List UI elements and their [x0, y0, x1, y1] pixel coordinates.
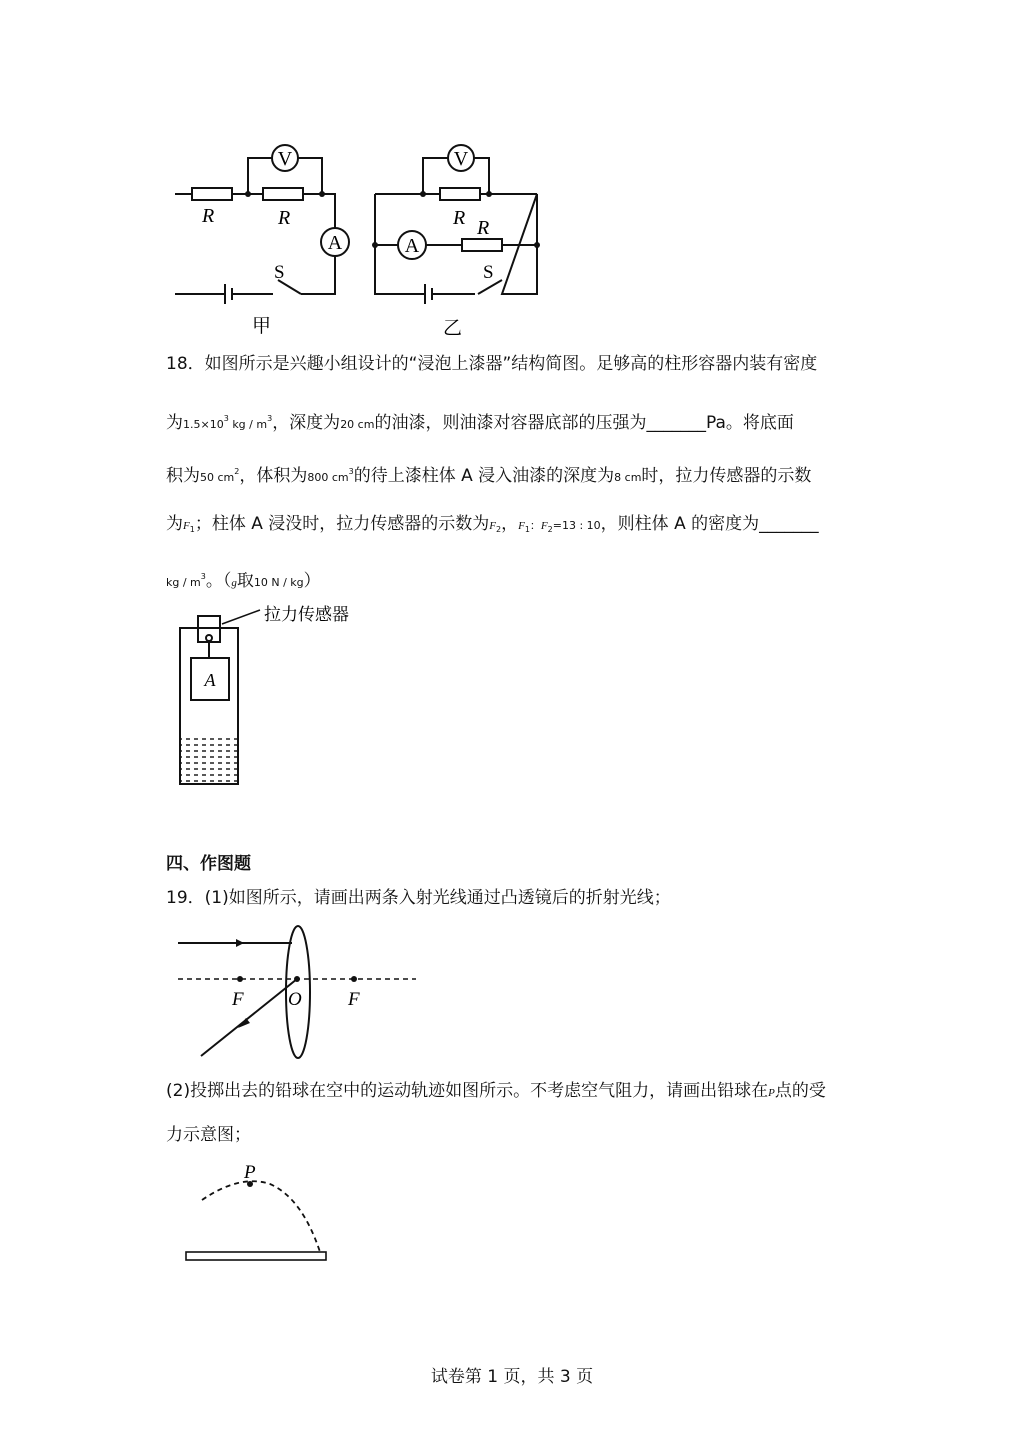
- voltmeter-label: V: [453, 148, 469, 170]
- q18-line-1: 18．如图所示是兴趣小组设计的“浸泡上漆器”结构简图。足够高的柱形容器内装有密度: [166, 354, 818, 374]
- sensor-label: 拉力传感器: [264, 605, 349, 624]
- block-label: A: [204, 670, 216, 690]
- resistor-label-1: R: [202, 205, 215, 227]
- q18-line-5: kg / $m^3$。（g取10 N / kg）: [166, 571, 321, 591]
- switch-label: S: [274, 262, 285, 283]
- resistor-label-1: R: [453, 207, 466, 229]
- circuit-diagram-jia: [160, 140, 360, 340]
- page-footer: 试卷第 1 页，共 3 页: [430, 1367, 594, 1387]
- optical-center-label: O: [288, 989, 302, 1010]
- circuit-caption: 乙: [443, 318, 463, 339]
- ammeter-label: A: [327, 232, 343, 254]
- q19-line-3: 力示意图；: [166, 1125, 251, 1145]
- switch-label: S: [483, 262, 494, 283]
- point-p-label: P: [244, 1162, 256, 1183]
- circuit-caption: 甲: [252, 316, 272, 337]
- focus-label-left: F: [232, 989, 244, 1010]
- resistor-label-2: R: [278, 207, 291, 229]
- focus-label-right: F: [348, 989, 360, 1010]
- paint-container-figure: [170, 598, 349, 790]
- q18-line-3: 积为50 $cm^2$，体积为800 $cm^3$的待上漆柱体 A 浸入油漆的深度为8 cm时，拉力传感器的示数: [166, 466, 812, 486]
- shot-put-trajectory-figure: [180, 1160, 340, 1270]
- q19-line-2: (2)投掷出去的铅球在空中的运动轨迹如图所示。不考虑空气阻力，请画出铅球在P点的受: [166, 1081, 826, 1101]
- convex-lens-figure: [176, 922, 426, 1060]
- resistor-label-2: R: [477, 217, 490, 239]
- circuit-diagram-yi: [365, 140, 550, 340]
- q19-line-1: 19．(1)如图所示，请画出两条入射光线通过凸透镜后的折射光线；: [166, 888, 671, 908]
- q18-line-2: 为$1.5\times 10^3$ kg / $m^3$，深度为20 cm的油漆，则油漆对容器底部的压强为_______Pa。将底面: [166, 413, 794, 433]
- voltmeter-label: V: [277, 148, 293, 170]
- section-title: 四、作图题: [166, 854, 251, 874]
- ammeter-label: A: [404, 235, 420, 257]
- q18-line-4: 为$F_1$；柱体 A 浸没时，拉力传感器的示数为$F_2$，$F_1$：$F_2=13$ : 10，则柱体 A 的密度为_______: [166, 514, 819, 534]
